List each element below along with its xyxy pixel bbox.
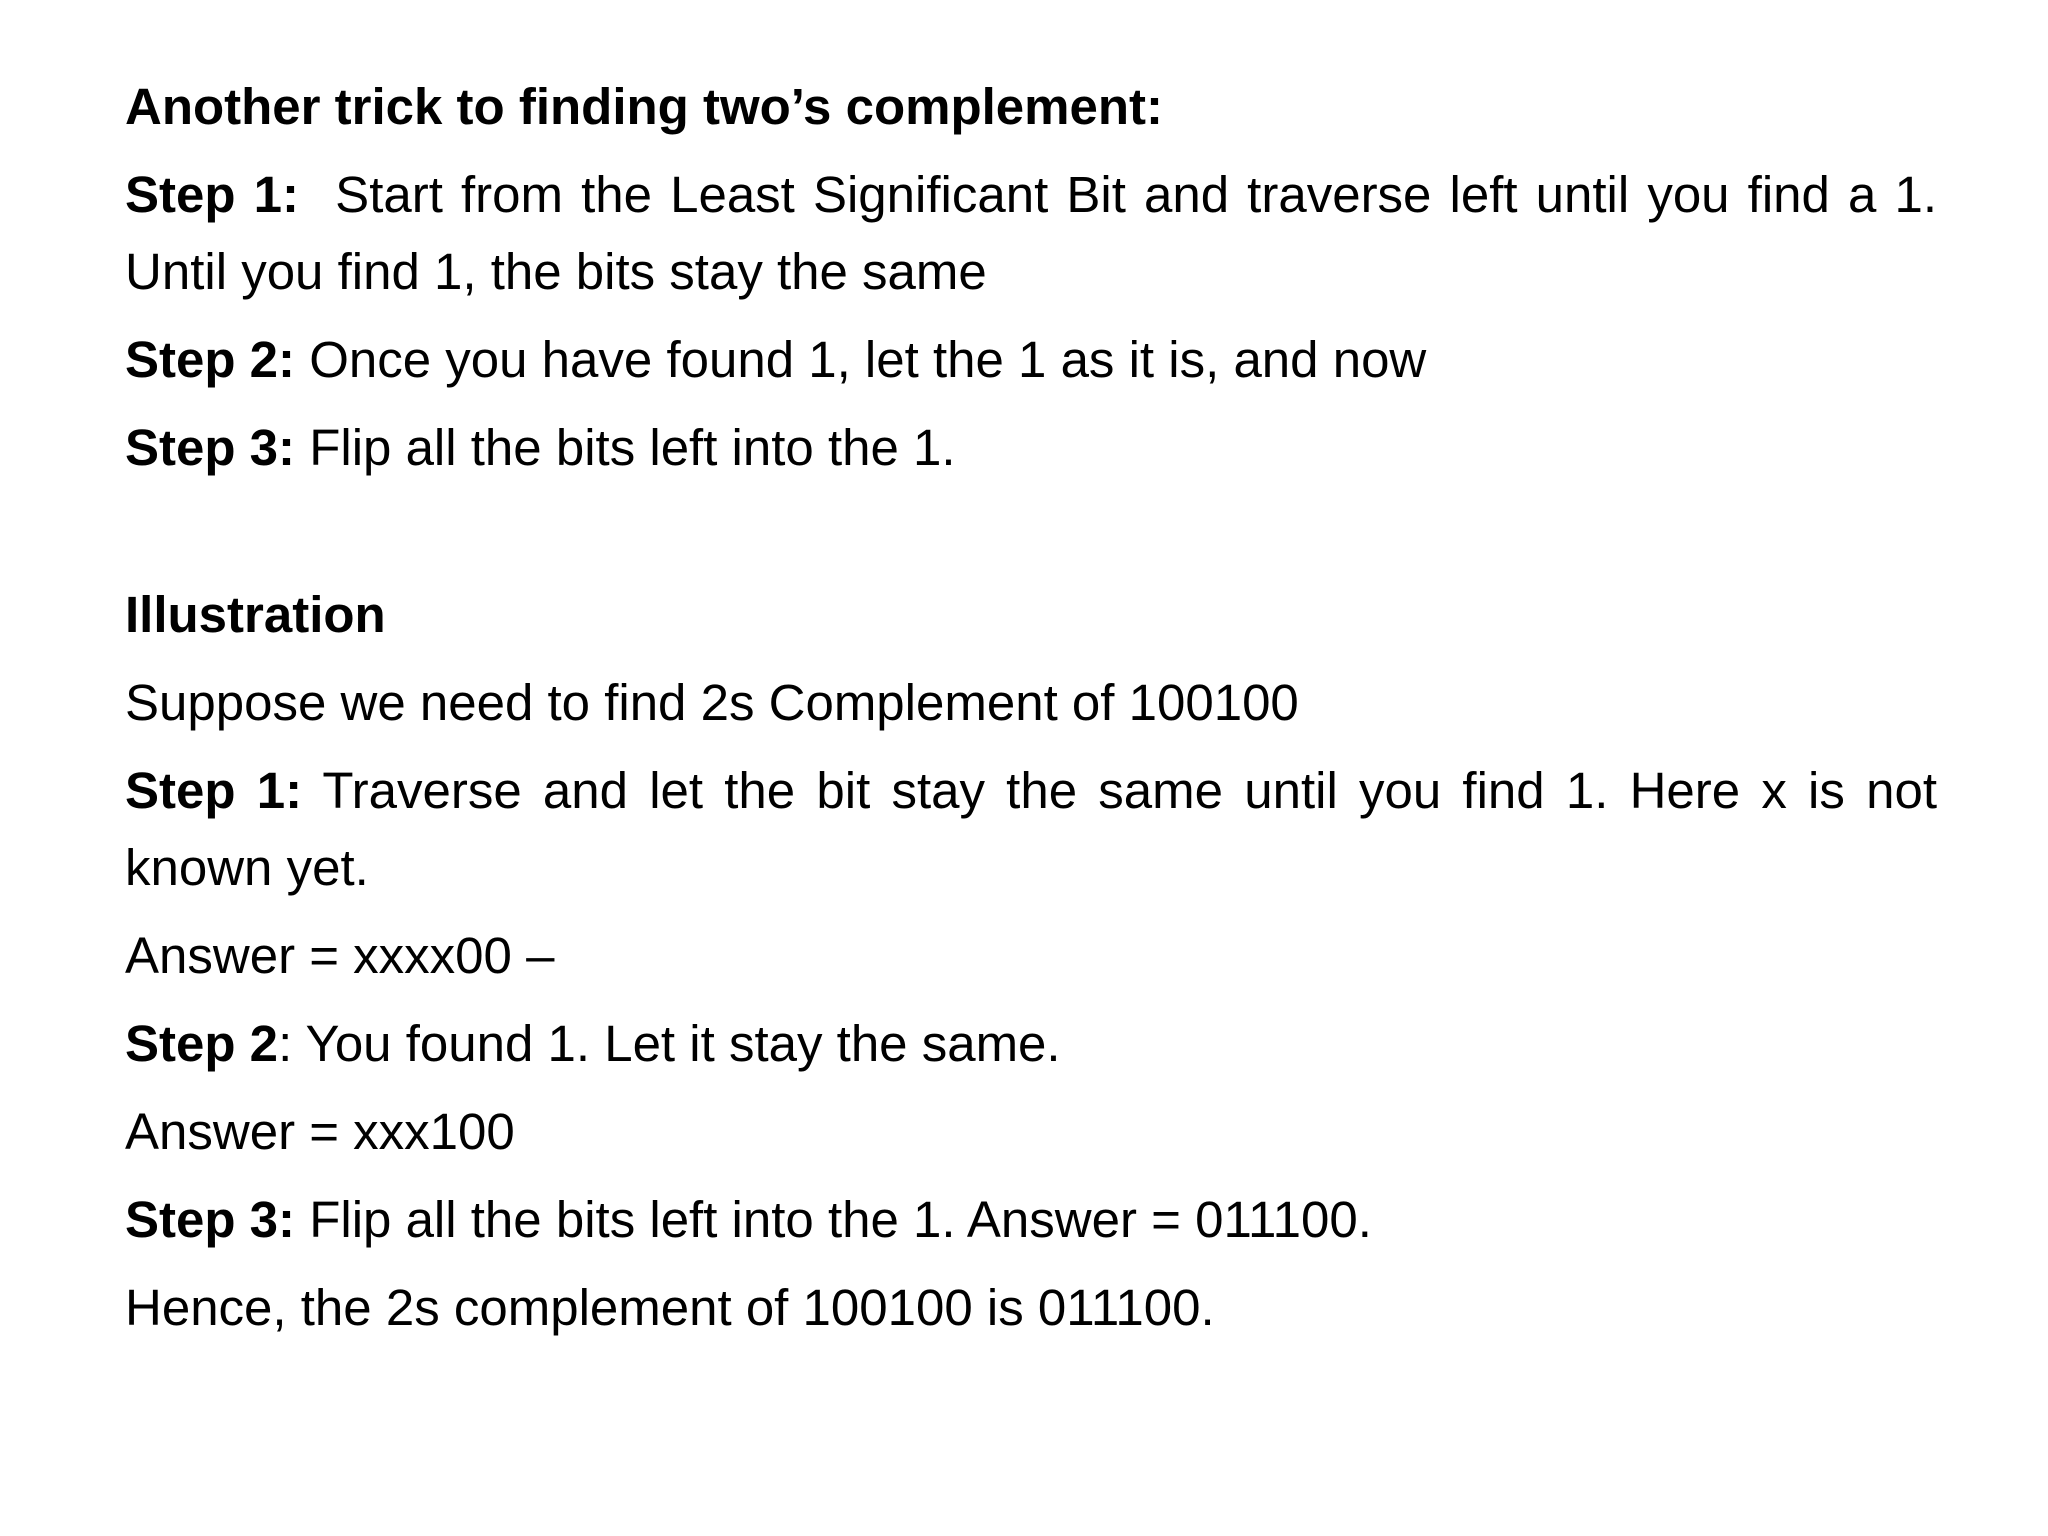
intro-heading: Another trick to finding two’s complement: [125, 78, 1163, 135]
slide-content [125, 68, 1966, 1346]
illustration-step-2-text: : You found 1. Let it stay the same. [278, 1015, 1061, 1072]
illustration-step-2-label: Step 2 [125, 1015, 279, 1072]
illustration-step-3-text: Flip all the bits left into the 1. Answer = 011100. [295, 1191, 1372, 1248]
illustration-step-1-label: Step 1: [125, 762, 303, 819]
intro-step-3-text: Flip all the bits left into the 1. [295, 419, 956, 476]
intro-step-3 [125, 409, 1937, 486]
illustration-answer-1: Answer = xxxx00 – [125, 927, 555, 984]
illustration-heading: Illustration [125, 586, 386, 643]
illustration-step-1-text: Traverse and let the bit stay the same until you find 1. Here x is not known yet. [125, 762, 1952, 896]
illustration-step-3 [125, 1181, 1937, 1258]
intro-step-3-label: Step 3: [125, 419, 296, 476]
illustration-step-1 [125, 752, 1952, 906]
intro-step-1-label: Step 1: [125, 166, 299, 223]
intro-step-2-label: Step 2: [125, 331, 296, 388]
intro-step-2 [125, 321, 1937, 398]
intro-step-1-text: Start from the Least Significant Bit and traverse left until you find a 1. Until you find 1, the bits stay the same [125, 166, 1966, 300]
intro-step-1 [125, 156, 1966, 310]
illustration-answer-2: Answer = xxx100 [125, 1103, 515, 1160]
illustration-step-2 [125, 1005, 1937, 1082]
illustration-step-3-label: Step 3: [125, 1191, 296, 1248]
intro-step-2-text: Once you have found 1, let the 1 as it is, and now [295, 331, 1427, 388]
illustration-suppose: Suppose we need to find 2s Complement of 100100 [125, 674, 1299, 731]
illustration-conclusion: Hence, the 2s complement of 100100 is 011100. [125, 1279, 1215, 1336]
section-spacer [125, 486, 1937, 576]
